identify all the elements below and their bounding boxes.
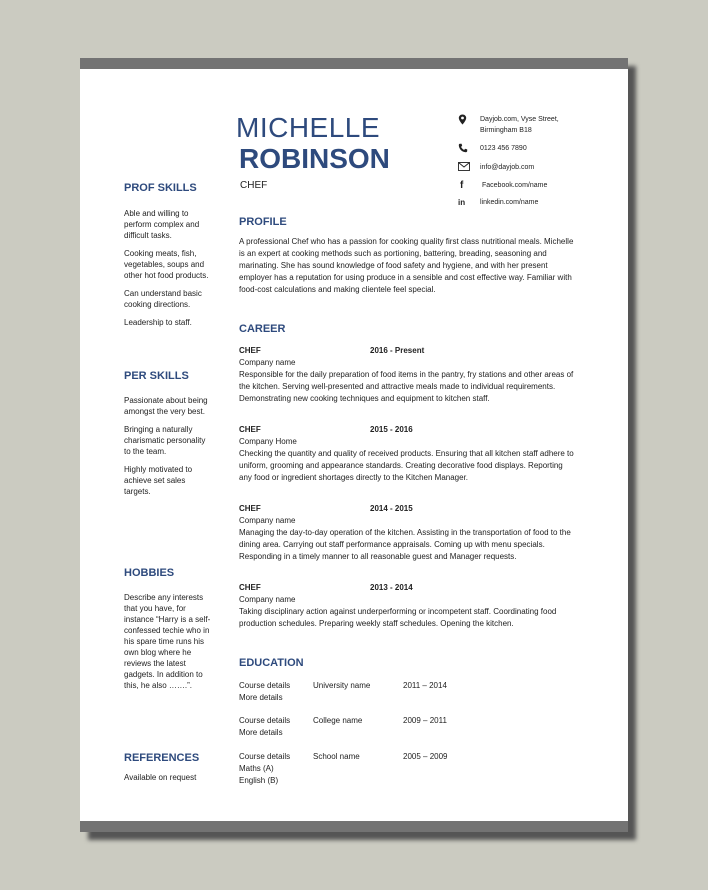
job-description: Taking disciplinary action against underperforming or incompetent staff. Coordinating food production schedules. Preparing weekly staff schedules. Opening the kitchen. — [239, 607, 557, 628]
prof-skills-section — [124, 182, 212, 335]
education-entry — [239, 715, 577, 739]
resume-page — [80, 58, 628, 832]
contact-linkedin-text[interactable]: linkedin.com/name — [480, 199, 539, 206]
contact-phone-text: 0123 456 7890 — [480, 145, 527, 152]
job-description: Responsible for the daily preparation of food items in the pantry, fry stations and other areas of the kitchen. Serving well-presented and attractive meals made to individual requirements. Demonstrating new cooking techniques and equipment to kitchen staff. — [239, 370, 574, 403]
bottom-bar — [80, 821, 628, 832]
contact-block — [458, 114, 628, 212]
contact-facebook — [458, 180, 628, 191]
contact-phone — [458, 143, 628, 156]
education-dates: 2005 – 2009 — [403, 752, 448, 761]
per-skill-item: Highly motivated to achieve set sales targets. — [124, 465, 193, 496]
profile-heading: PROFILE — [239, 216, 287, 228]
job-title: CHEF — [239, 583, 261, 592]
education-entry — [239, 680, 577, 704]
career-heading: CAREER — [239, 323, 286, 335]
job-title: CHEF — [239, 504, 261, 513]
job-dates: 2014 - 2015 — [370, 504, 413, 513]
hobbies-heading: HOBBIES — [124, 567, 175, 579]
contact-address-text: Dayjob.com, Vyse Street, Birmingham B18 — [480, 116, 559, 134]
contact-email-text[interactable]: info@dayjob.com — [480, 164, 535, 171]
job-role: CHEF — [240, 180, 268, 191]
career-entry — [239, 582, 577, 630]
contact-linkedin — [458, 197, 628, 208]
prof-skills-heading: PROF SKILLS — [124, 182, 197, 194]
course-details: Course details — [239, 752, 291, 761]
job-title: CHEF — [239, 425, 261, 434]
top-bar — [80, 58, 628, 69]
references-section — [124, 752, 212, 790]
location-icon — [458, 114, 480, 128]
prof-skill-item: Able and willing to perform complex and difficult tasks. — [124, 209, 200, 240]
job-dates: 2015 - 2016 — [370, 425, 413, 434]
education-extra: More details — [239, 693, 283, 702]
education-dates: 2009 – 2011 — [403, 716, 447, 725]
company-name: Company name — [239, 516, 296, 525]
profile-section — [239, 216, 577, 296]
job-title: CHEF — [239, 346, 261, 355]
education-extra: More details — [239, 728, 283, 737]
company-name: Company name — [239, 595, 296, 604]
job-description: Checking the quantity and quality of received products. Ensuring that all kitchen staff adhere to uniform, grooming and appearance standards. Creating decorative food displays. Reporting any food or ingredient shortages directly to the Kitchen Manager. — [239, 449, 574, 482]
per-skills-heading: PER SKILLS — [124, 370, 189, 382]
prof-skill-item: Leadership to staff. — [124, 318, 192, 327]
education-extra: Maths (A) — [239, 764, 274, 773]
education-dates: 2011 – 2014 — [403, 681, 447, 690]
contact-facebook-text[interactable]: Facebook.com/name — [482, 182, 548, 189]
institution-name: University name — [313, 681, 371, 690]
hobbies-text: Describe any interests that you have, for instance “Harry is a self-confessed techie who in his spare time runs his own blog where he reviews the latest gadgets. In addition to this, he also …….”. — [124, 593, 211, 690]
career-entry — [239, 345, 577, 405]
career-entry — [239, 424, 577, 484]
facebook-icon: f — [460, 180, 464, 191]
references-heading: REFERENCES — [124, 752, 200, 764]
education-heading: EDUCATION — [239, 657, 304, 669]
company-name: Company name — [239, 358, 296, 367]
job-dates: 2013 - 2014 — [370, 583, 413, 592]
references-text: Available on request — [124, 773, 197, 782]
profile-text: A professional Chef who has a passion for cooking quality first class nutritional meals. Michelle is an expert at cooking methods such as portioning, battering, breading, seasoning and marinating. She has sound knowledge of food safety and hygiene, and with her present employer has a reputation for using produce in a sensible and cost effective way. Familiar with food-cost calculations and making clientele feel special. — [239, 237, 574, 294]
institution-name: College name — [313, 716, 363, 725]
phone-icon — [458, 143, 480, 156]
first-name: MICHELLE — [236, 112, 381, 143]
education-heading-wrap — [239, 657, 577, 669]
prof-skill-item: Can understand basic cooking directions. — [124, 289, 202, 309]
per-skill-item: Passionate about being amongst the very best. — [124, 396, 208, 416]
career-entry — [239, 503, 577, 563]
prof-skill-item: Cooking meats, fish, vegetables, soups and other hot food products. — [124, 249, 209, 280]
contact-address — [458, 114, 628, 136]
job-dates: 2016 - Present — [370, 346, 425, 355]
last-name: ROBINSON — [239, 143, 390, 174]
per-skill-item: Bringing a naturally charismatic personality to the team. — [124, 425, 206, 456]
career-heading-wrap — [239, 323, 577, 335]
company-name: Company Home — [239, 437, 297, 446]
per-skills-section — [124, 370, 212, 504]
course-details: Course details — [239, 681, 291, 690]
education-extra: English (B) — [239, 776, 279, 785]
institution-name: School name — [313, 752, 360, 761]
education-entry — [239, 751, 577, 787]
email-icon — [458, 162, 480, 174]
course-details: Course details — [239, 716, 291, 725]
linkedin-icon: in — [458, 198, 466, 207]
hobbies-section — [124, 567, 212, 698]
job-description: Managing the day-to-day operation of the kitchen. Assisting in the transportation of food to the dining area. Carrying out staff performance appraisals. Coming up with menu specials. Responding in a timely manner to all reasonable guest and Manager requests. — [239, 528, 571, 561]
contact-email — [458, 162, 628, 174]
